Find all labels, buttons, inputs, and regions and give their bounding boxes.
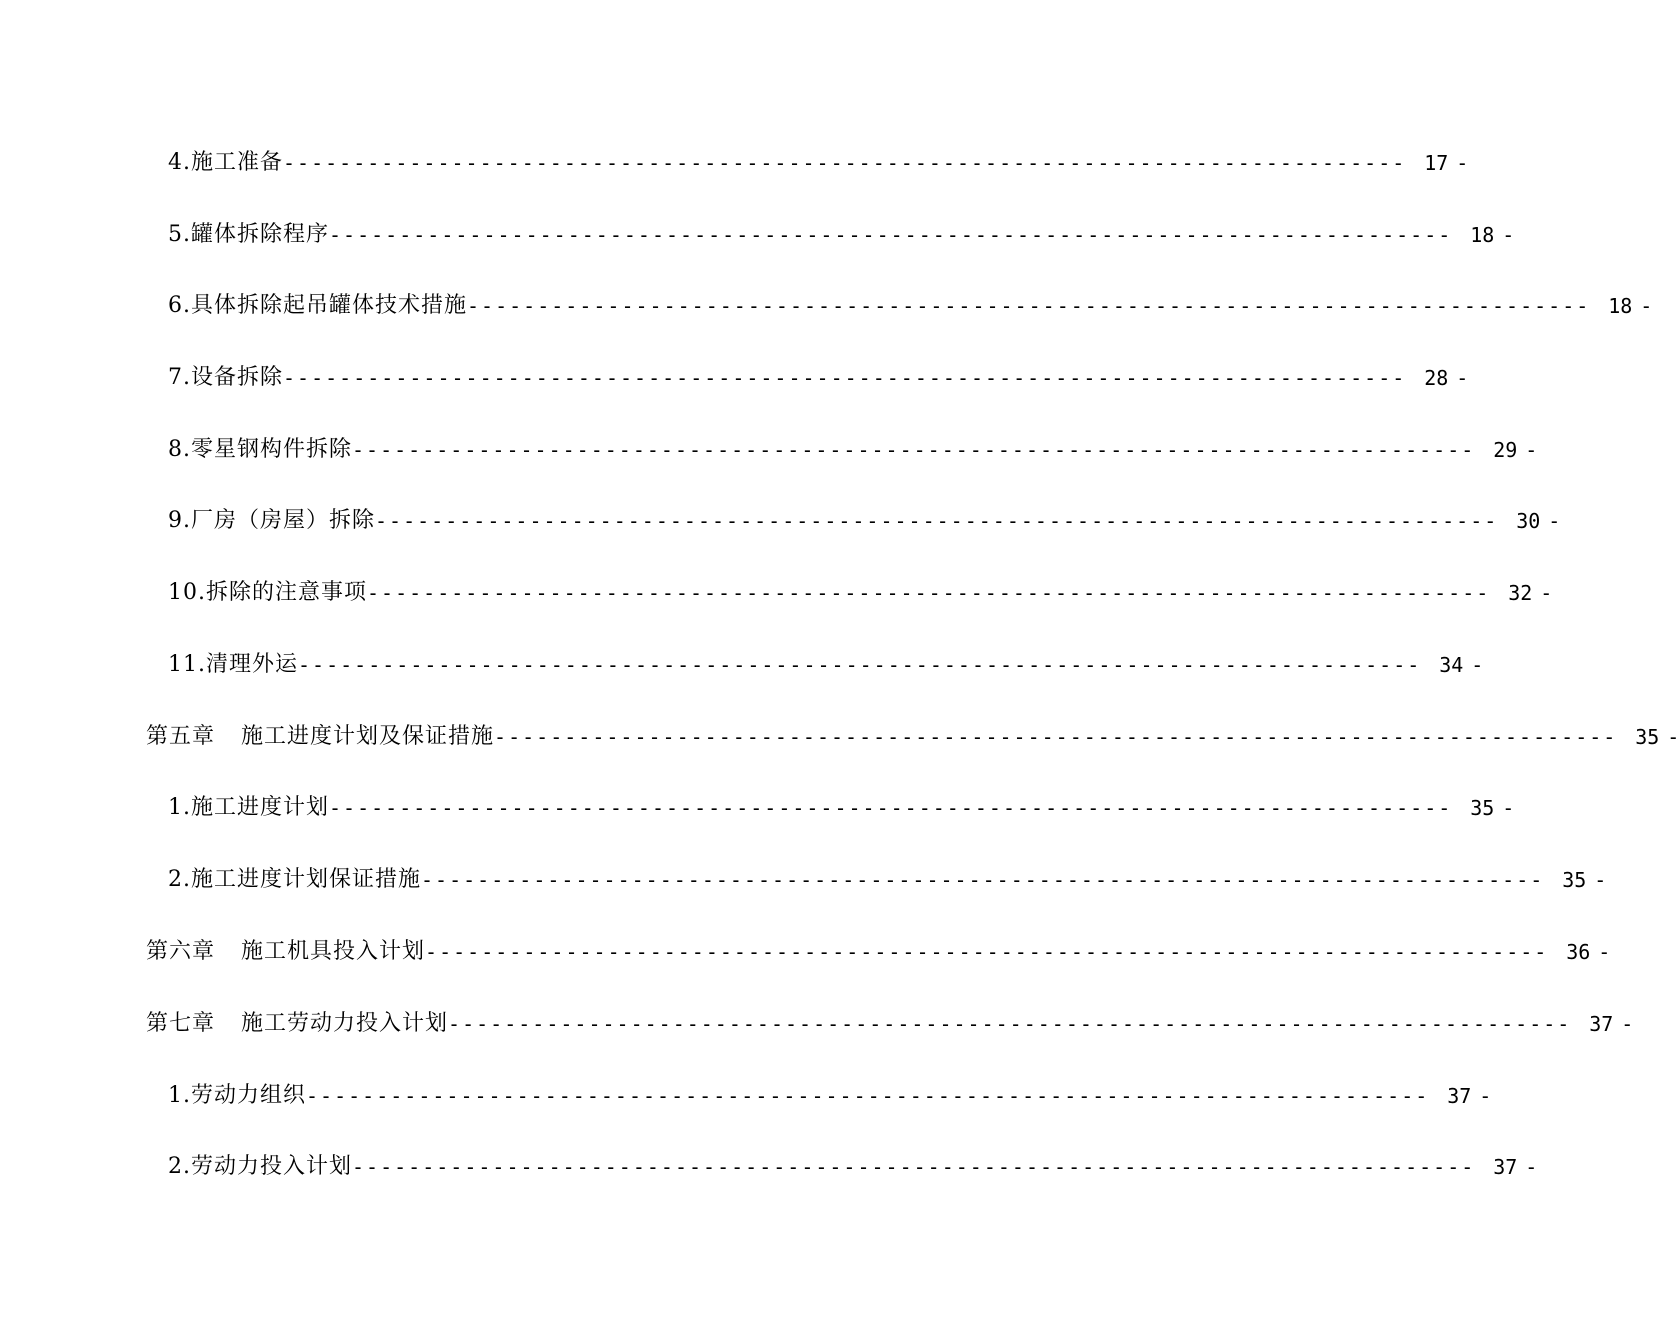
toc-page-number: 37 <box>1493 1155 1518 1179</box>
toc-leader: -------------------------------------------------------------------------------- <box>367 581 1491 605</box>
toc-entry-title: 7.设备拆除 <box>168 365 283 390</box>
toc-chapter-entry[interactable] <box>0 932 1611 972</box>
toc-page-suffix: - <box>1502 223 1515 247</box>
toc-page-suffix: - <box>1525 438 1538 462</box>
toc-leader: -------------------------------------------------------------------------------- <box>283 151 1407 175</box>
toc-chapter-number: 第五章 <box>146 724 216 749</box>
toc-entry[interactable] <box>0 573 1553 613</box>
toc-chapter-number: 第七章 <box>146 1011 216 1036</box>
toc-page-suffix: - <box>1456 151 1469 175</box>
toc-page-suffix: - <box>1456 366 1469 390</box>
toc-entry[interactable] <box>0 286 1653 326</box>
toc-entry-title: 5.罐体拆除程序 <box>168 222 329 247</box>
toc-entry-title: 10.拆除的注意事项 <box>168 580 367 605</box>
toc-leader: -------------------------------------------------------------------------------- <box>467 294 1591 318</box>
toc-page-suffix: - <box>1640 294 1653 318</box>
toc-entry[interactable] <box>0 358 1469 398</box>
toc-entry[interactable] <box>0 1147 1538 1187</box>
toc-leader: -------------------------------------------------------------------------------- <box>329 223 1453 247</box>
toc-page-number: 18 <box>1470 223 1495 247</box>
toc-leader: -------------------------------------------------------------------------------- <box>283 366 1407 390</box>
toc-page-suffix: - <box>1540 581 1553 605</box>
toc-entry-title: 8.零星钢构件拆除 <box>168 437 352 462</box>
toc-leader: -------------------------------------------------------------------------------- <box>298 653 1422 677</box>
toc-entry[interactable] <box>0 430 1538 470</box>
toc-leader: -------------------------------------------------------------------------------- <box>448 1012 1572 1036</box>
toc-page-suffix: - <box>1471 653 1484 677</box>
toc-page-number: 35 <box>1562 868 1587 892</box>
toc-page-number: 37 <box>1589 1012 1614 1036</box>
toc-entry-title: 11.清理外运 <box>168 652 298 677</box>
toc-leader: -------------------------------------------------------------------------------- <box>421 868 1545 892</box>
toc-page-suffix: - <box>1621 1012 1634 1036</box>
toc-entry[interactable] <box>0 860 1607 900</box>
toc-entry[interactable] <box>0 1076 1492 1116</box>
toc-entry-title <box>146 932 425 972</box>
toc-entry-title: 6.具体拆除起吊罐体技术措施 <box>168 293 467 318</box>
toc-page-number: 30 <box>1516 509 1541 533</box>
toc-chapter-title: 施工进度计划及保证措施 <box>241 724 495 749</box>
toc-entry-title: 1.劳动力组织 <box>168 1083 306 1108</box>
toc-page-suffix: - <box>1502 796 1515 820</box>
toc-page-suffix: - <box>1667 725 1679 749</box>
toc-page-number: 18 <box>1608 294 1633 318</box>
toc-page-number: 37 <box>1447 1084 1472 1108</box>
toc-entry-title <box>146 717 494 757</box>
toc-page-number: 28 <box>1424 366 1449 390</box>
toc-entry-title: 1.施工进度计划 <box>168 795 329 820</box>
toc-chapter-entry[interactable] <box>0 717 1679 757</box>
toc-entry-title: 2.劳动力投入计划 <box>168 1154 352 1179</box>
toc-page-number: 17 <box>1424 151 1449 175</box>
toc-chapter-number: 第六章 <box>146 939 216 964</box>
toc-chapter-entry[interactable] <box>0 1004 1634 1044</box>
toc-page-suffix: - <box>1525 1155 1538 1179</box>
toc-page-suffix: - <box>1548 509 1561 533</box>
toc-chapter-title: 施工机具投入计划 <box>241 939 426 964</box>
toc-leader: -------------------------------------------------------------------------------- <box>494 725 1618 749</box>
toc-leader: -------------------------------------------------------------------------------- <box>352 438 1476 462</box>
toc-entry-title: 4.施工准备 <box>168 150 283 175</box>
toc-leader: -------------------------------------------------------------------------------- <box>425 940 1549 964</box>
toc-entry[interactable] <box>0 788 1515 828</box>
toc-chapter-title: 施工劳动力投入计划 <box>241 1011 449 1036</box>
toc-entry[interactable] <box>0 143 1469 183</box>
toc-page-number: 35 <box>1470 796 1495 820</box>
toc-page-suffix: - <box>1594 868 1607 892</box>
toc-leader: -------------------------------------------------------------------------------- <box>375 509 1499 533</box>
toc-leader: -------------------------------------------------------------------------------- <box>306 1084 1430 1108</box>
toc-leader: -------------------------------------------------------------------------------- <box>352 1155 1476 1179</box>
toc-page-suffix: - <box>1479 1084 1492 1108</box>
toc-leader: -------------------------------------------------------------------------------- <box>329 796 1453 820</box>
toc-entry[interactable] <box>0 501 1561 541</box>
toc-entry-title <box>146 1004 448 1044</box>
toc-page-number: 35 <box>1635 725 1660 749</box>
toc-entry[interactable] <box>0 215 1515 255</box>
toc-page-suffix: - <box>1598 940 1611 964</box>
toc-page-number: 34 <box>1439 653 1464 677</box>
toc-entry-title: 2.施工进度计划保证措施 <box>168 867 421 892</box>
toc-page-number: 29 <box>1493 438 1518 462</box>
toc-page-number: 36 <box>1566 940 1591 964</box>
toc-entry[interactable] <box>0 645 1484 685</box>
toc-entry-title: 9.厂房（房屋）拆除 <box>168 508 375 533</box>
toc-page-number: 32 <box>1508 581 1533 605</box>
